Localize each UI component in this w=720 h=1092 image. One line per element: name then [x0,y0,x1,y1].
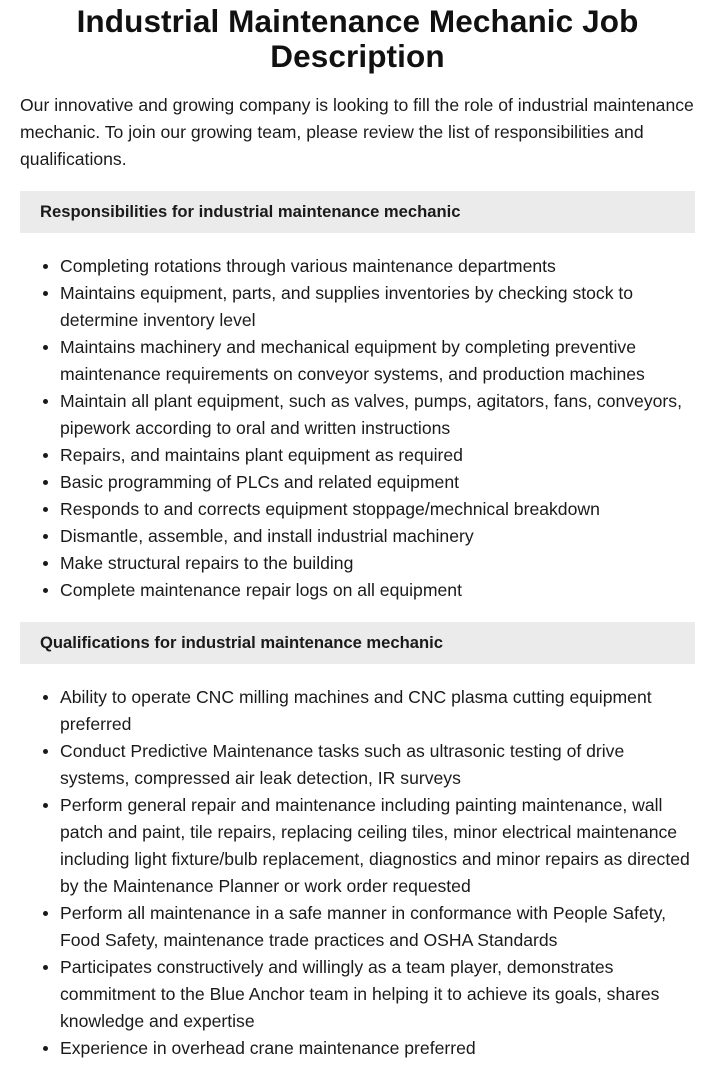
qualifications-header [20,622,695,664]
page-title: Industrial Maintenance Mechanic Job Description [76,3,639,74]
list-item: Make structural repairs to the building [60,550,695,577]
list-item: Maintain all plant equipment, such as valves, pumps, agitators, fans, conveyors, pipework according to oral and written instructions [60,388,695,442]
list-item: Completing rotations through various maintenance departments [60,253,695,280]
responsibilities-list [20,253,695,604]
list-item: Conduct Predictive Maintenance tasks such as ultrasonic testing of drive systems, compressed air leak detection, IR surveys [60,738,695,792]
responsibilities-header [20,191,695,233]
qualifications-heading: Qualifications for industrial maintenance mechanic [40,633,443,652]
list-item: Basic programming of PLCs and related equipment [60,469,695,496]
list-item: Maintains machinery and mechanical equipment by completing preventive maintenance requirements on conveyor systems, and production machines [60,334,695,388]
qualifications-list [20,684,695,1062]
list-item: Participates constructively and willingly as a team player, demonstrates commitment to the Blue Anchor team in helping it to achieve its goals, shares knowledge and expertise [60,954,695,1035]
list-item: Ability to operate CNC milling machines and CNC plasma cutting equipment preferred [60,684,695,738]
responsibilities-heading: Responsibilities for industrial maintenance mechanic [40,202,461,221]
list-item: Experience in overhead crane maintenance preferred [60,1035,695,1062]
list-item: Repairs, and maintains plant equipment as required [60,442,695,469]
list-item: Responds to and corrects equipment stoppage/mechnical breakdown [60,496,695,523]
list-item: Dismantle, assemble, and install industrial machinery [60,523,695,550]
list-item: Perform general repair and maintenance including painting maintenance, wall patch and paint, tile repairs, replacing ceiling tiles, minor electrical maintenance including light fixture/bulb replacement, diagnostics and minor repairs as directed by the Maintenance Planner or work order requested [60,792,695,900]
list-item: Maintains equipment, parts, and supplies inventories by checking stock to determine inventory level [60,280,695,334]
intro-paragraph: Our innovative and growing company is looking to fill the role of industrial maintenance mechanic. To join our growing team, please review the list of responsibilities and qualifications. [20,95,694,169]
list-item: Complete maintenance repair logs on all equipment [60,577,695,604]
list-item: Perform all maintenance in a safe manner in conformance with People Safety, Food Safety, maintenance trade practices and OSHA Standards [60,900,695,954]
